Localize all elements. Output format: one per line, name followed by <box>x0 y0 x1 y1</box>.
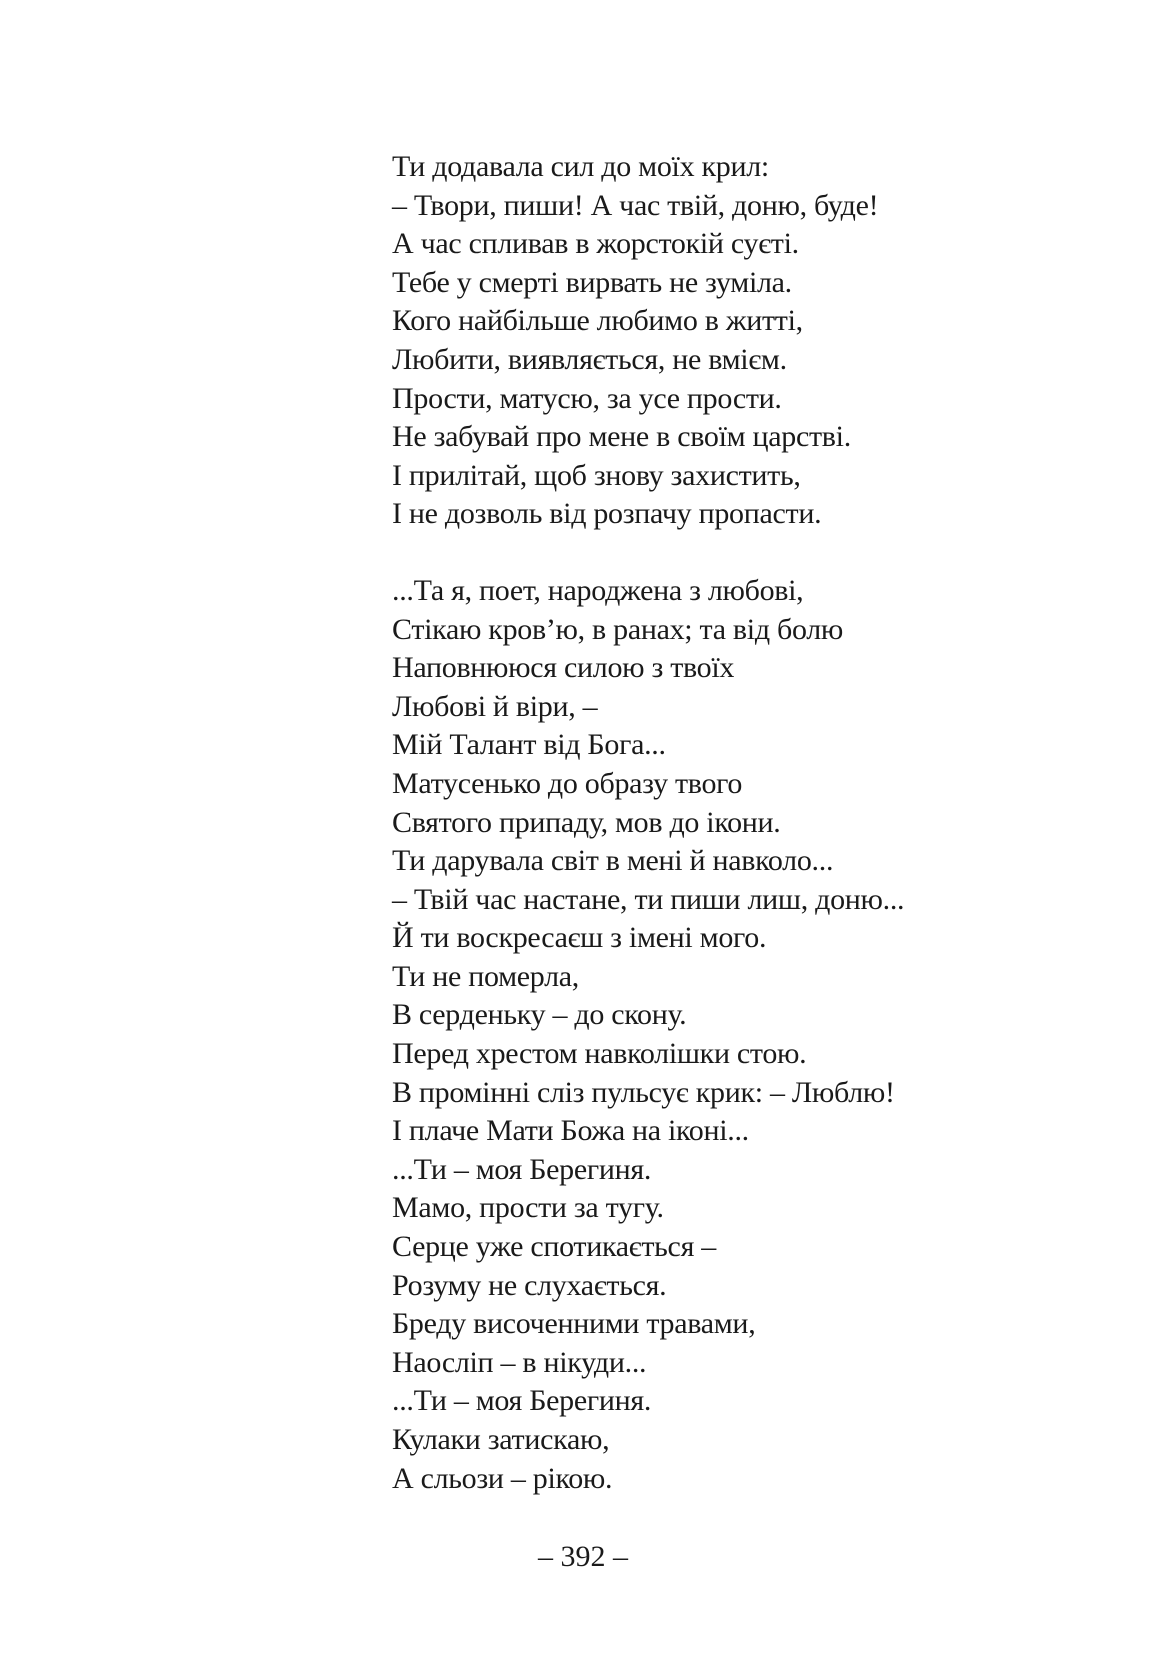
poem-line: Ти дарувала світ в мені й навколо... <box>392 844 834 878</box>
poem-line: Тебе у смерті вирвать не зуміла. <box>392 265 792 299</box>
poem-line: ...Ти – моя Берегиня. <box>392 1384 652 1418</box>
poem-line: – Твори, пиши! А час твій, доню, буде! <box>392 188 879 222</box>
poem-line: А час спливав в жорстокій суєті. <box>392 227 799 261</box>
poem-line: Святого припаду, мов до ікони. <box>392 805 781 839</box>
poem-line: Стікаю кров’ю, в ранах; та від болю <box>392 612 844 646</box>
poem-line: Матусенько до образу твого <box>392 766 743 800</box>
poem-line: – Твій час настане, ти пиши лиш, доню... <box>392 882 905 916</box>
poem-line: І плаче Мати Божа на іконі... <box>392 1114 749 1148</box>
poem-line: Прости, матусю, за усе прости. <box>392 381 782 415</box>
poem-line: Бреду височенними травами, <box>392 1307 756 1341</box>
poem-body <box>392 148 1032 1498</box>
poem-line: Мамо, прости за тугу. <box>392 1191 664 1225</box>
poem-line: Ти додавала сил до моїх крил: <box>392 150 769 183</box>
poem-line: І прилітай, щоб знову захистить, <box>392 458 801 492</box>
poem-line: Серце уже спотикається – <box>392 1230 716 1264</box>
stanza-2 <box>392 572 1032 1498</box>
poem-line: В серденьку – до скону. <box>392 998 687 1032</box>
stanza-1 <box>392 148 1032 534</box>
poem-line: Наповнююся силою з твоїх <box>392 651 735 685</box>
poem-line: Кого найбільше любимо в житті, <box>392 304 803 338</box>
poem-line: Мій Талант від Бога... <box>392 728 666 762</box>
poem-line: Любові й віри, – <box>392 689 598 723</box>
poem-line: Розуму не слухається. <box>392 1268 667 1302</box>
poem-line: В промінні сліз пульсує крик: – Люблю! <box>392 1075 895 1109</box>
poem-line: Ти не померла, <box>392 959 579 993</box>
poem-line: ...Ти – моя Берегиня. <box>392 1152 652 1186</box>
poem-line: Перед хрестом навколішки стою. <box>392 1037 807 1071</box>
poem-line: А сльози – рікою. <box>392 1461 613 1495</box>
poem-line: Любити, виявляється, не вмієм. <box>392 342 787 376</box>
page-number: – 392 – <box>538 1540 628 1573</box>
poem-line: Кулаки затискаю, <box>392 1423 610 1456</box>
poem-line: І не дозволь від розпачу пропасти. <box>392 497 822 531</box>
poem-line: Й ти воскресаєш з імені мого. <box>392 921 767 955</box>
poem-line: Не забувай про мене в своїм царстві. <box>392 420 851 454</box>
poem-line: ...Та я, поет, народжена з любові, <box>392 573 804 607</box>
poem-line: Наосліп – в нікуди... <box>392 1345 647 1379</box>
